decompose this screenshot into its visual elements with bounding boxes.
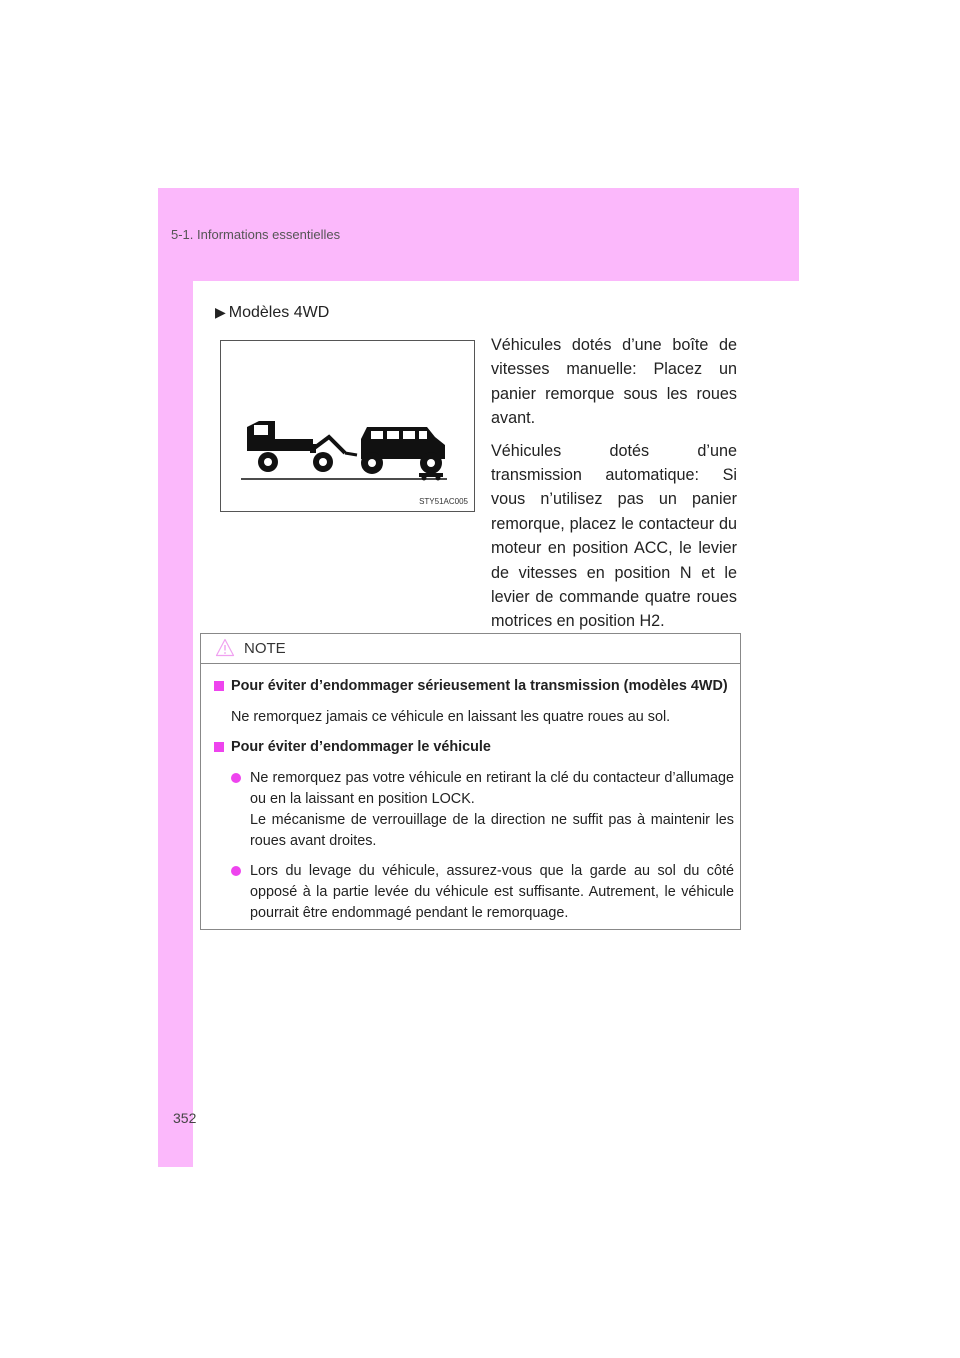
note-paragraph: Ne remorquez jamais ce véhicule en laissant les quatre roues au sol. — [231, 709, 671, 725]
triangle-right-icon: ▶ — [215, 304, 226, 320]
square-bullet-icon — [214, 681, 224, 691]
section-title: 5-1. Informations essentielles — [171, 227, 341, 242]
note-heading-transmission — [214, 676, 734, 697]
round-bullet-icon — [231, 773, 241, 783]
body-paragraph-manual: Véhicules dotés d’une boîte de vitesses manuelle: Placez un panier remorque sous les roues avant. — [491, 336, 737, 428]
note-bullet-key — [231, 768, 734, 852]
note-heading-vehicle — [214, 737, 734, 758]
bullet-line: Le mécanisme de verrouillage de la direction ne suffit pas à maintenir les roues avant droites. — [250, 812, 734, 849]
side-strip — [158, 281, 193, 1167]
warning-triangle-icon — [215, 638, 235, 657]
body-paragraph-automatic: Véhicules dotés d’une transmission automatique: Si vous n’utilisez pas un panier remorque, placez le contacteur du moteur en position ACC, le levier de vitesses en position N et le levier de commande quatre roues motrices en position H2. — [491, 441, 737, 631]
note-heading-text: Pour éviter d’endommager le véhicule — [231, 739, 491, 755]
round-bullet-icon — [231, 866, 241, 876]
towing-illustration — [220, 340, 475, 512]
tow-truck-illustration-icon — [221, 341, 474, 511]
note-heading-text: Pour éviter d’endommager sérieusement la transmission (modèles 4WD) — [231, 678, 728, 694]
note-body — [201, 664, 740, 924]
model-heading — [215, 304, 329, 322]
page-number: 352 — [173, 1110, 197, 1126]
figure-code: STY51AC005 — [419, 497, 468, 506]
square-bullet-icon — [214, 742, 224, 752]
note-label: NOTE — [244, 640, 286, 657]
bullet-line: Ne remorquez pas votre véhicule en retirant la clé du contacteur d’allumage ou en la laissant en position LOCK. — [250, 770, 734, 807]
note-box — [200, 633, 741, 930]
model-heading-label: Modèles 4WD — [228, 304, 330, 321]
note-bullet-lifting — [231, 861, 734, 924]
bullet-line: Lors du levage du véhicule, assurez-vous que la garde au sol du côté opposé à la partie levée du véhicule est suffisante. Autrement, le véhicule pourrait être endommagé pendant le remorquage. — [250, 863, 734, 921]
note-header — [201, 634, 740, 664]
body-text — [491, 333, 737, 642]
